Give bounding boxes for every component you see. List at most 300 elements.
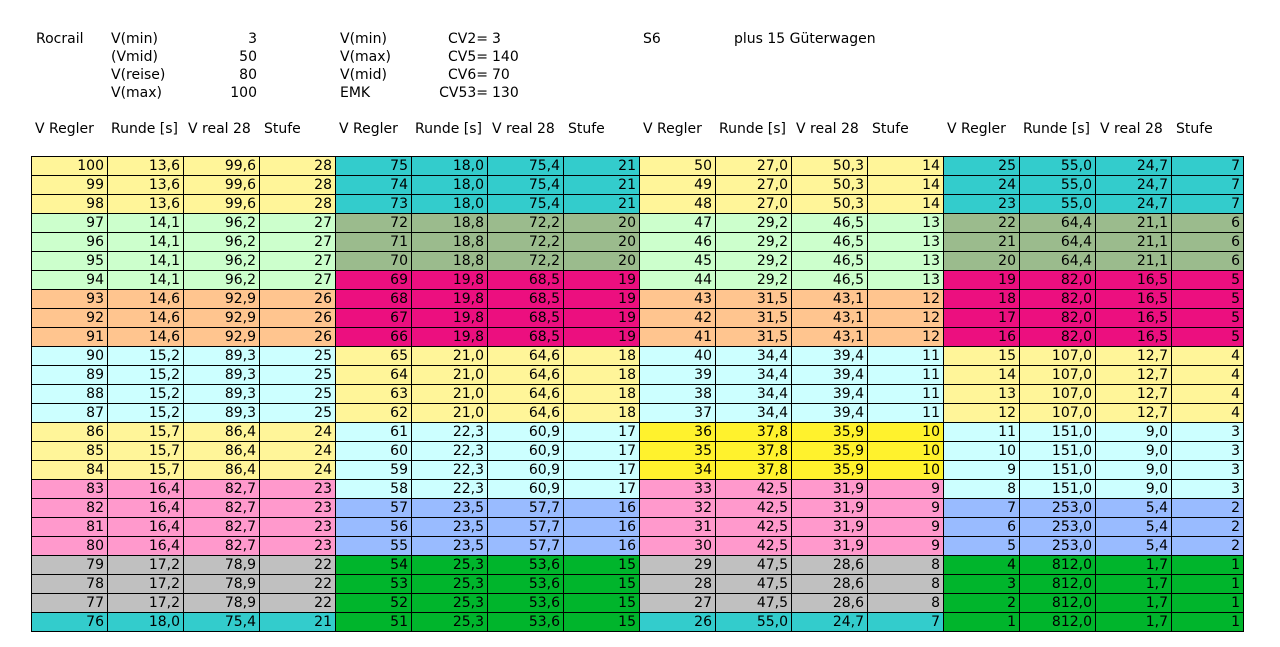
cell-runde: 82,0 (1020, 290, 1096, 309)
cell-runde: 19,8 (412, 271, 488, 290)
cell-stufe: 12 (868, 290, 944, 309)
train-note: plus 15 Güterwagen (734, 31, 876, 47)
cell-v-regler: 67 (336, 309, 412, 328)
cell-v-regler: 79 (32, 556, 108, 575)
rocrail-param-value: 50 (239, 49, 257, 65)
cell-v-regler: 38 (640, 385, 716, 404)
cell-v-real: 72,2 (488, 214, 564, 233)
rocrail-param-value: 3 (248, 31, 257, 47)
cell-stufe: 5 (1172, 309, 1244, 328)
cell-runde: 19,8 (412, 309, 488, 328)
cell-v-regler: 72 (336, 214, 412, 233)
cell-v-regler: 20 (944, 252, 1020, 271)
cell-v-regler: 44 (640, 271, 716, 290)
cell-stufe: 26 (260, 328, 336, 347)
cell-v-regler: 85 (32, 442, 108, 461)
cell-runde: 14,6 (108, 309, 184, 328)
cell-v-regler: 96 (32, 233, 108, 252)
cell-v-regler: 73 (336, 195, 412, 214)
cell-runde: 107,0 (1020, 366, 1096, 385)
cell-stufe: 27 (260, 214, 336, 233)
cell-v-regler: 24 (944, 176, 1020, 195)
col-header-v-regler: V Regler (947, 121, 1006, 137)
cell-v-regler: 2 (944, 594, 1020, 613)
cell-stufe: 11 (868, 366, 944, 385)
cell-v-real: 28,6 (792, 594, 868, 613)
table-row (32, 176, 1244, 195)
cell-v-real: 35,9 (792, 461, 868, 480)
cell-stufe: 8 (868, 575, 944, 594)
cell-stufe: 24 (260, 423, 336, 442)
cell-stufe: 11 (868, 385, 944, 404)
cell-runde: 14,1 (108, 252, 184, 271)
cell-v-real: 68,5 (488, 290, 564, 309)
cell-v-regler: 39 (640, 366, 716, 385)
cell-v-regler: 4 (944, 556, 1020, 575)
cell-stufe: 25 (260, 347, 336, 366)
cell-v-regler: 87 (32, 404, 108, 423)
cell-stufe: 20 (564, 252, 640, 271)
table-row (32, 499, 1244, 518)
cell-stufe: 26 (260, 309, 336, 328)
cell-stufe: 2 (1172, 499, 1244, 518)
cell-v-real: 46,5 (792, 252, 868, 271)
col-header-runde: Runde [s] (719, 121, 787, 137)
cell-stufe: 17 (564, 423, 640, 442)
cell-v-real: 75,4 (488, 157, 564, 176)
cell-runde: 27,0 (716, 195, 792, 214)
cell-v-real: 68,5 (488, 309, 564, 328)
table-row (32, 195, 1244, 214)
cell-v-real: 24,7 (1096, 157, 1172, 176)
cell-v-regler: 7 (944, 499, 1020, 518)
cell-v-regler: 42 (640, 309, 716, 328)
cell-runde: 23,5 (412, 537, 488, 556)
col-header-v-real: V real 28 (1100, 121, 1163, 137)
col-header-v-real: V real 28 (188, 121, 251, 137)
cell-v-real: 1,7 (1096, 613, 1172, 632)
cell-runde: 17,2 (108, 594, 184, 613)
cell-stufe: 9 (868, 518, 944, 537)
cell-v-regler: 6 (944, 518, 1020, 537)
cell-v-real: 92,9 (184, 309, 260, 328)
cell-v-real: 24,7 (1096, 176, 1172, 195)
cell-stufe: 21 (564, 157, 640, 176)
cell-runde: 82,0 (1020, 309, 1096, 328)
cell-stufe: 20 (564, 214, 640, 233)
cell-stufe: 2 (1172, 518, 1244, 537)
cell-v-regler: 53 (336, 575, 412, 594)
cell-v-real: 43,1 (792, 309, 868, 328)
cell-v-real: 46,5 (792, 233, 868, 252)
cell-v-regler: 26 (640, 613, 716, 632)
cell-v-regler: 75 (336, 157, 412, 176)
cell-runde: 19,8 (412, 290, 488, 309)
cell-stufe: 28 (260, 176, 336, 195)
cell-v-regler: 10 (944, 442, 1020, 461)
cell-v-real: 16,5 (1096, 271, 1172, 290)
cell-v-real: 64,6 (488, 404, 564, 423)
cell-runde: 64,4 (1020, 214, 1096, 233)
cell-runde: 15,2 (108, 347, 184, 366)
table-row (32, 518, 1244, 537)
table-row (32, 328, 1244, 347)
cell-runde: 151,0 (1020, 442, 1096, 461)
cell-runde: 25,3 (412, 613, 488, 632)
cell-stufe: 1 (1172, 613, 1244, 632)
col-header-v-real: V real 28 (796, 121, 859, 137)
cell-runde: 107,0 (1020, 347, 1096, 366)
cell-v-real: 57,7 (488, 537, 564, 556)
decoder-cv-value: 130 (492, 85, 519, 101)
cell-stufe: 21 (564, 176, 640, 195)
decoder-param-label: V(min) (340, 31, 387, 47)
cell-runde: 15,2 (108, 366, 184, 385)
cell-stufe: 13 (868, 214, 944, 233)
table-row (32, 480, 1244, 499)
cell-stufe: 15 (564, 613, 640, 632)
cell-runde: 14,6 (108, 290, 184, 309)
table-row (32, 309, 1244, 328)
cell-stufe: 11 (868, 347, 944, 366)
cell-runde: 64,4 (1020, 252, 1096, 271)
cell-runde: 14,1 (108, 271, 184, 290)
cell-v-regler: 40 (640, 347, 716, 366)
cell-v-real: 78,9 (184, 556, 260, 575)
cell-v-regler: 14 (944, 366, 1020, 385)
cell-v-real: 12,7 (1096, 404, 1172, 423)
cell-v-real: 9,0 (1096, 423, 1172, 442)
cell-v-real: 35,9 (792, 442, 868, 461)
cell-stufe: 4 (1172, 404, 1244, 423)
cell-runde: 47,5 (716, 556, 792, 575)
cell-v-real: 46,5 (792, 214, 868, 233)
cell-runde: 34,4 (716, 385, 792, 404)
cell-v-real: 60,9 (488, 461, 564, 480)
cell-stufe: 27 (260, 233, 336, 252)
cell-stufe: 17 (564, 480, 640, 499)
cell-v-regler: 89 (32, 366, 108, 385)
cell-v-regler: 12 (944, 404, 1020, 423)
decoder-cv-label: CV2= (448, 31, 488, 47)
cell-v-regler: 22 (944, 214, 1020, 233)
cell-v-real: 21,1 (1096, 214, 1172, 233)
cell-v-real: 24,7 (1096, 195, 1172, 214)
cell-v-real: 53,6 (488, 613, 564, 632)
cell-v-regler: 80 (32, 537, 108, 556)
cell-stufe: 27 (260, 271, 336, 290)
cell-stufe: 5 (1172, 271, 1244, 290)
cell-v-regler: 93 (32, 290, 108, 309)
cell-v-regler: 15 (944, 347, 1020, 366)
decoder-param-label: V(max) (340, 49, 392, 65)
cell-runde: 27,0 (716, 157, 792, 176)
cell-v-real: 39,4 (792, 404, 868, 423)
cell-v-regler: 65 (336, 347, 412, 366)
cell-v-real: 16,5 (1096, 309, 1172, 328)
cell-runde: 29,2 (716, 271, 792, 290)
cell-v-real: 96,2 (184, 252, 260, 271)
cell-stufe: 18 (564, 404, 640, 423)
col-header-stufe: Stufe (264, 121, 301, 137)
cell-v-real: 12,7 (1096, 385, 1172, 404)
table-row (32, 290, 1244, 309)
cell-v-regler: 47 (640, 214, 716, 233)
cell-runde: 31,5 (716, 290, 792, 309)
cell-runde: 47,5 (716, 575, 792, 594)
cell-runde: 17,2 (108, 556, 184, 575)
cell-v-regler: 83 (32, 480, 108, 499)
cell-v-real: 60,9 (488, 480, 564, 499)
cell-runde: 14,1 (108, 214, 184, 233)
cell-stufe: 18 (564, 366, 640, 385)
cell-v-real: 82,7 (184, 499, 260, 518)
cell-runde: 82,0 (1020, 271, 1096, 290)
cell-v-regler: 58 (336, 480, 412, 499)
cell-stufe: 21 (260, 613, 336, 632)
cell-v-regler: 70 (336, 252, 412, 271)
decoder-param-label: V(mid) (340, 67, 387, 83)
cell-runde: 31,5 (716, 309, 792, 328)
cell-stufe: 14 (868, 176, 944, 195)
cell-v-regler: 18 (944, 290, 1020, 309)
cell-v-real: 16,5 (1096, 290, 1172, 309)
cell-runde: 22,3 (412, 480, 488, 499)
cell-stufe: 10 (868, 423, 944, 442)
cell-runde: 18,0 (108, 613, 184, 632)
cell-stufe: 21 (564, 195, 640, 214)
cell-v-regler: 76 (32, 613, 108, 632)
cell-runde: 22,3 (412, 461, 488, 480)
loco-name: S6 (643, 31, 661, 47)
cell-runde: 18,0 (412, 157, 488, 176)
cell-v-real: 5,4 (1096, 537, 1172, 556)
cell-runde: 15,7 (108, 442, 184, 461)
table-row (32, 537, 1244, 556)
cell-v-real: 12,7 (1096, 366, 1172, 385)
cell-stufe: 1 (1172, 575, 1244, 594)
cell-v-real: 75,4 (184, 613, 260, 632)
decoder-cv-value: 3 (492, 31, 501, 47)
cell-v-regler: 66 (336, 328, 412, 347)
cell-stufe: 8 (868, 556, 944, 575)
cell-v-real: 86,4 (184, 423, 260, 442)
cell-runde: 13,6 (108, 157, 184, 176)
cell-runde: 16,4 (108, 499, 184, 518)
cell-runde: 21,0 (412, 385, 488, 404)
cell-stufe: 25 (260, 385, 336, 404)
cell-runde: 14,6 (108, 328, 184, 347)
cell-v-real: 31,9 (792, 480, 868, 499)
rocrail-param-value: 80 (239, 67, 257, 83)
cell-v-real: 57,7 (488, 499, 564, 518)
cell-runde: 13,6 (108, 176, 184, 195)
table-row (32, 461, 1244, 480)
cell-runde: 21,0 (412, 347, 488, 366)
cell-runde: 13,6 (108, 195, 184, 214)
table-row (32, 442, 1244, 461)
cell-v-regler: 9 (944, 461, 1020, 480)
cell-stufe: 6 (1172, 214, 1244, 233)
cell-runde: 151,0 (1020, 423, 1096, 442)
cell-stufe: 5 (1172, 290, 1244, 309)
cell-v-real: 39,4 (792, 347, 868, 366)
cell-stufe: 19 (564, 328, 640, 347)
cell-runde: 107,0 (1020, 404, 1096, 423)
cell-runde: 18,8 (412, 233, 488, 252)
cell-v-regler: 25 (944, 157, 1020, 176)
cell-v-real: 99,6 (184, 195, 260, 214)
cell-runde: 812,0 (1020, 594, 1096, 613)
cell-stufe: 8 (868, 594, 944, 613)
cell-runde: 15,7 (108, 423, 184, 442)
cell-v-real: 60,9 (488, 423, 564, 442)
cell-runde: 23,5 (412, 499, 488, 518)
cell-runde: 15,7 (108, 461, 184, 480)
cell-stufe: 23 (260, 537, 336, 556)
cell-v-real: 39,4 (792, 385, 868, 404)
col-header-stufe: Stufe (872, 121, 909, 137)
cell-runde: 18,0 (412, 195, 488, 214)
cell-v-real: 64,6 (488, 347, 564, 366)
cell-stufe: 13 (868, 252, 944, 271)
cell-v-real: 21,1 (1096, 233, 1172, 252)
cell-v-regler: 95 (32, 252, 108, 271)
cell-runde: 55,0 (1020, 195, 1096, 214)
cell-runde: 151,0 (1020, 480, 1096, 499)
col-header-v-real: V real 28 (492, 121, 555, 137)
cell-v-regler: 74 (336, 176, 412, 195)
cell-v-regler: 56 (336, 518, 412, 537)
cell-v-regler: 16 (944, 328, 1020, 347)
cell-runde: 22,3 (412, 442, 488, 461)
decoder-cv-label: CV53= (439, 85, 488, 101)
cell-runde: 34,4 (716, 404, 792, 423)
cell-runde: 47,5 (716, 594, 792, 613)
cell-runde: 15,2 (108, 385, 184, 404)
cell-runde: 29,2 (716, 233, 792, 252)
cell-stufe: 4 (1172, 347, 1244, 366)
cell-v-regler: 91 (32, 328, 108, 347)
cell-stufe: 7 (1172, 195, 1244, 214)
cell-v-regler: 46 (640, 233, 716, 252)
cell-stufe: 9 (868, 499, 944, 518)
cell-runde: 14,1 (108, 233, 184, 252)
cell-runde: 23,5 (412, 518, 488, 537)
cell-runde: 37,8 (716, 423, 792, 442)
cell-stufe: 23 (260, 480, 336, 499)
cell-stufe: 10 (868, 442, 944, 461)
cell-stufe: 9 (868, 480, 944, 499)
cell-v-regler: 43 (640, 290, 716, 309)
decoder-cv-value: 140 (492, 49, 519, 65)
decoder-param-label: EMK (340, 85, 371, 101)
decoder-cv-value: 70 (492, 67, 510, 83)
cell-v-real: 31,9 (792, 518, 868, 537)
cell-v-real: 28,6 (792, 575, 868, 594)
col-header-v-regler: V Regler (643, 121, 702, 137)
cell-v-real: 96,2 (184, 233, 260, 252)
cell-v-regler: 98 (32, 195, 108, 214)
cell-v-regler: 86 (32, 423, 108, 442)
cell-stufe: 2 (1172, 537, 1244, 556)
table-row (32, 385, 1244, 404)
cell-stufe: 13 (868, 271, 944, 290)
cell-runde: 18,0 (412, 176, 488, 195)
cell-v-real: 82,7 (184, 537, 260, 556)
cell-v-regler: 49 (640, 176, 716, 195)
cell-v-real: 72,2 (488, 252, 564, 271)
cell-runde: 21,0 (412, 366, 488, 385)
table-row (32, 233, 1244, 252)
rocrail-param-label: V(max) (111, 85, 163, 101)
cell-v-regler: 3 (944, 575, 1020, 594)
cell-v-regler: 99 (32, 176, 108, 195)
cell-runde: 55,0 (1020, 176, 1096, 195)
cell-stufe: 9 (868, 537, 944, 556)
cell-runde: 29,2 (716, 252, 792, 271)
col-header-stufe: Stufe (1176, 121, 1213, 137)
cell-v-regler: 78 (32, 575, 108, 594)
cell-v-real: 9,0 (1096, 461, 1172, 480)
cell-stufe: 3 (1172, 480, 1244, 499)
table-row (32, 271, 1244, 290)
cell-v-regler: 27 (640, 594, 716, 613)
rocrail-param-label: (Vmid) (111, 49, 158, 65)
cell-v-real: 96,2 (184, 271, 260, 290)
col-header-runde: Runde [s] (1023, 121, 1091, 137)
cell-v-real: 99,6 (184, 157, 260, 176)
cell-v-regler: 52 (336, 594, 412, 613)
cell-v-real: 31,9 (792, 499, 868, 518)
cell-stufe: 16 (564, 518, 640, 537)
cell-runde: 812,0 (1020, 575, 1096, 594)
cell-stufe: 22 (260, 556, 336, 575)
cell-v-real: 21,1 (1096, 252, 1172, 271)
cell-runde: 25,3 (412, 556, 488, 575)
cell-v-regler: 57 (336, 499, 412, 518)
cell-v-real: 43,1 (792, 328, 868, 347)
cell-v-real: 89,3 (184, 385, 260, 404)
cell-stufe: 7 (1172, 157, 1244, 176)
table-row (32, 252, 1244, 271)
cell-runde: 82,0 (1020, 328, 1096, 347)
cell-stufe: 26 (260, 290, 336, 309)
cell-v-regler: 32 (640, 499, 716, 518)
cell-v-real: 50,3 (792, 176, 868, 195)
cell-v-real: 75,4 (488, 195, 564, 214)
cell-runde: 34,4 (716, 347, 792, 366)
cell-v-regler: 69 (336, 271, 412, 290)
cell-v-regler: 77 (32, 594, 108, 613)
cell-stufe: 6 (1172, 252, 1244, 271)
cell-runde: 55,0 (716, 613, 792, 632)
cell-runde: 37,8 (716, 461, 792, 480)
cell-runde: 25,3 (412, 575, 488, 594)
table-row (32, 556, 1244, 575)
cell-v-real: 9,0 (1096, 480, 1172, 499)
col-header-v-regler: V Regler (35, 121, 94, 137)
speed-table (31, 156, 1244, 632)
rocrail-param-label: V(min) (111, 31, 158, 47)
cell-v-regler: 34 (640, 461, 716, 480)
cell-stufe: 19 (564, 309, 640, 328)
cell-v-regler: 36 (640, 423, 716, 442)
cell-runde: 15,2 (108, 404, 184, 423)
cell-stufe: 15 (564, 556, 640, 575)
cell-runde: 17,2 (108, 575, 184, 594)
cell-stufe: 1 (1172, 594, 1244, 613)
